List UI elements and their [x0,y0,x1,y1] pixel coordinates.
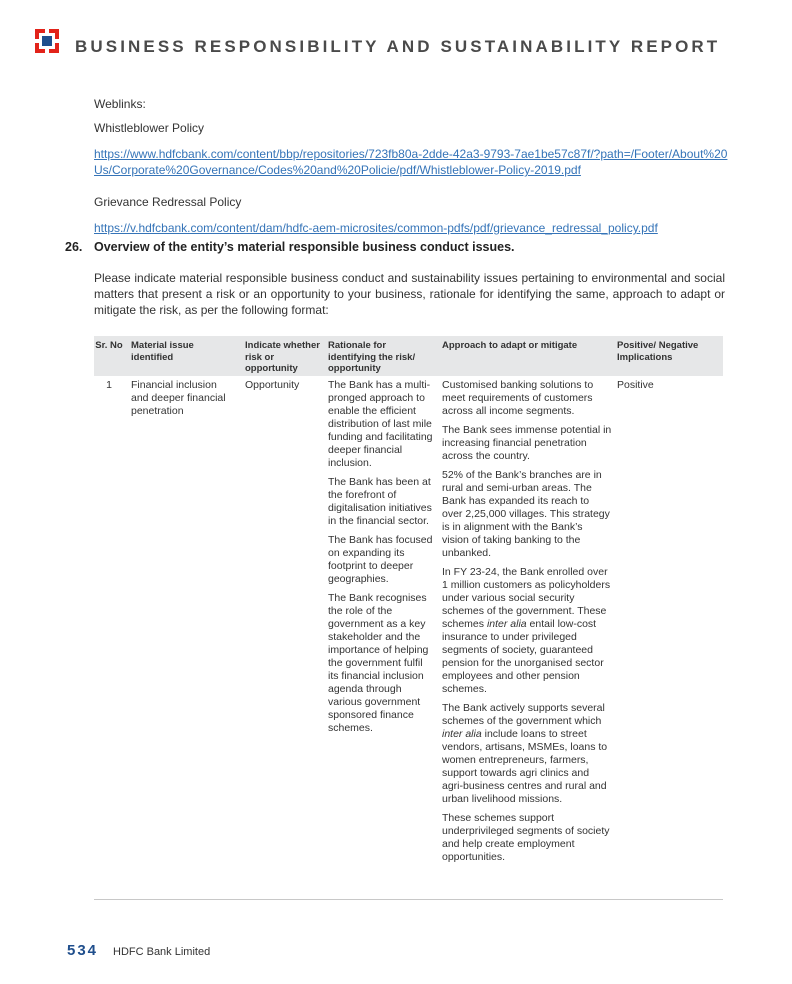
material-issues-table [94,336,723,863]
report-title: BUSINESS RESPONSIBILITY AND SUSTAINABILITY REPORT [75,37,721,56]
rationale-paragraph: The Bank has focused on expanding its footprint to deeper geographies. [328,534,433,585]
cell-rationale [328,379,434,741]
header-material-issue: Material issue identified [131,340,194,363]
approach-paragraph [442,566,612,696]
question-description: Please indicate material responsible business conduct and sustainability issues pertaining to environmental and social matters that present a risk or an opportunity to your business, rationale for identifying the same, approach to adapt or mitigate the risk, as per the following format: [94,271,725,317]
approach-paragraph: Customised banking solutions to meet requirements of customers across all income segments. [442,379,594,417]
header-approach: Approach to adapt or mitigate [442,340,578,351]
rationale-paragraph: The Bank recognises the role of the government as a key stakeholder and the importance of helping the government fulfil its financial inclusion agenda through various government sponsored finance schemes. [328,592,429,734]
approach-italic-text: inter alia [486,618,527,630]
cell-implications: Positive [617,379,654,391]
rationale-paragraph: The Bank has a multi-pronged approach to enable the efficient distribution of last mile funding and facilitating deeper financial inclusion. [328,379,433,469]
table-header [94,336,723,376]
approach-paragraph [442,702,612,806]
question-number: 26. [65,240,83,254]
hdfc-logo-icon [35,29,59,53]
approach-text: entail low-cost insurance to under privileged segments of society, guaranteed pension for the unorganised sector employees and other pension schemes. [442,618,604,695]
header-risk-or-opportunity: Indicate whether risk or opportunity [245,340,320,374]
cell-sr-no: 1 [106,379,112,391]
approach-paragraph: 52% of the Bank’s branches are in rural and semi-urban areas. The Bank has expanded its reach to over 2,25,000 villages. This strategy is in alignment with the Bank’s vision of taking banking to the unbanked. [442,469,610,559]
grievance-label: Grievance Redressal Policy [94,195,242,209]
cell-approach [442,379,612,870]
weblinks-section [94,96,734,236]
header-rationale: Rationale for identifying the risk/ opportunity [328,340,416,374]
header-sr-no: Sr. No [95,340,123,351]
cell-risk-or-opportunity: Opportunity [245,379,300,391]
table-bottom-rule [94,899,723,900]
grievance-link[interactable]: https://v.hdfcbank.com/content/dam/hdfc-aem-microsites/common-pdfs/pdf/grievance_redressal_policy.pdf [94,221,658,235]
table-row [94,376,723,863]
footer-company: HDFC Bank Limited [113,946,211,958]
header-implications: Positive/ Negative Implications [617,340,699,363]
approach-italic-text: inter alia [442,728,482,740]
approach-text: include loans to street vendors, artisans, MSMEs, loans to women entrepreneurs, farmers, support towards agri clinics and agri-business centres and rural and urban livelihood missions. [442,728,608,805]
whistleblower-label: Whistleblower Policy [94,121,205,135]
question-title: Overview of the entity’s material responsible business conduct issues. [94,240,515,254]
weblinks-heading: Weblinks: [94,97,146,111]
cell-material-issue: Financial inclusion and deeper financial penetration [131,379,226,417]
approach-text: In FY 23-24, the Bank enrolled over 1 million customers as policyholders under various social security schemes of the government. These schemes [442,566,611,630]
rationale-paragraph: The Bank has been at the forefront of digitalisation initiatives in the financial sector. [328,476,432,527]
page-number: 534 [67,942,99,959]
approach-text: The Bank actively supports several schemes of the government which [442,702,605,727]
approach-paragraph: These schemes support underprivileged segments of society and help create employment opportunities. [442,812,610,863]
approach-paragraph: The Bank sees immense potential in increasing financial penetration across the country. [442,424,612,462]
whistleblower-link[interactable]: https://www.hdfcbank.com/content/bbp/repositories/723fb80a-2dde-42a3-9793-7ae1be57c87f/?path=/Footer/About%20Us/Corporate%20Governance/Codes%20and%20Policie/pdf/Whistleblower-Policy-2019.pdf [94,147,728,177]
